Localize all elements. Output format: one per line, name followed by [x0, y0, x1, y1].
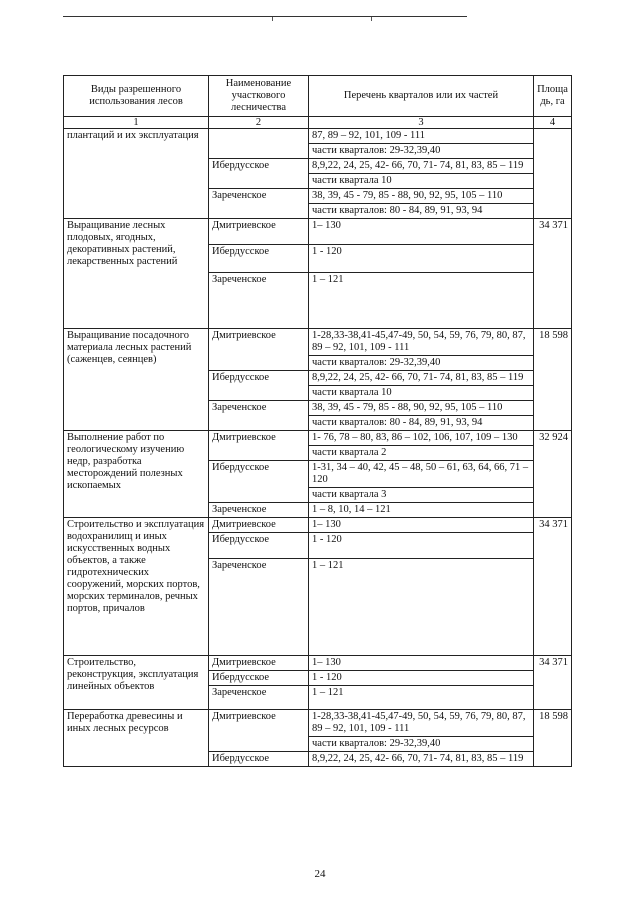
forestry-cell: Ибердусское — [209, 371, 309, 401]
forestry-cell: Ибердусское — [209, 671, 309, 686]
quarters-cell: 1– 130 — [309, 656, 534, 671]
page-number: 24 — [314, 868, 326, 880]
column-number: 1 — [64, 117, 209, 129]
quarters-cell: 1- 76, 78 – 80, 83, 86 – 102, 106, 107, 109 – 130 — [309, 431, 534, 446]
forest-use-table — [63, 75, 572, 767]
forestry-cell: Ибердусское — [209, 245, 309, 273]
quarters-part-cell: части кварталов: 29-32,39,40 — [309, 144, 534, 159]
forestry-cell: Ибердусское — [209, 461, 309, 503]
quarters-cell: 1-28,33-38,41-45,47-49, 50, 54, 59, 76, 79, 80, 87, 89 – 92, 101, 109 - 111 — [309, 710, 534, 737]
area-cell: 18 598 — [534, 710, 572, 767]
top-rule — [63, 16, 467, 17]
use-type-cell: Выращивание лесных плодовых, ягодных, декоративных растений, лекарственных растений — [64, 219, 209, 329]
use-type-cell: Строительство, реконструкция, эксплуатация линейных объектов — [64, 656, 209, 710]
column-number: 3 — [309, 117, 534, 129]
forestry-cell: Дмитриевское — [209, 656, 309, 671]
quarters-cell: 1 - 120 — [309, 245, 534, 273]
quarters-part-cell: части квартала 10 — [309, 174, 534, 189]
quarters-cell: 1 – 121 — [309, 686, 534, 710]
quarters-cell: 1– 130 — [309, 219, 534, 245]
area-cell: 34 371 — [534, 656, 572, 710]
use-type-cell: плантаций и их эксплуатация — [64, 129, 209, 219]
quarters-cell: 8,9,22, 24, 25, 42- 66, 70, 71- 74, 81, 83, 85 – 119 — [309, 371, 534, 386]
forestry-cell: Зареченское — [209, 189, 309, 219]
forestry-cell: Ибердусское — [209, 533, 309, 559]
quarters-cell: 1 - 120 — [309, 533, 534, 559]
quarters-cell: 1 – 121 — [309, 559, 534, 656]
top-rule-tick — [371, 17, 372, 21]
quarters-cell: 38, 39, 45 - 79, 85 - 88, 90, 92, 95, 105 – 110 — [309, 401, 534, 416]
forestry-cell: Ибердусское — [209, 752, 309, 767]
quarters-cell: 1-31, 34 – 40, 42, 45 – 48, 50 – 61, 63, 64, 66, 71 – 120 — [309, 461, 534, 488]
quarters-part-cell: части кварталов: 29-32,39,40 — [309, 356, 534, 371]
column-number: 2 — [209, 117, 309, 129]
forestry-cell: Дмитриевское — [209, 219, 309, 245]
area-cell: 32 924 — [534, 431, 572, 518]
forestry-cell: Зареченское — [209, 686, 309, 710]
quarters-cell: 1 – 8, 10, 14 – 121 — [309, 503, 534, 518]
header-quarters: Перечень кварталов или их частей — [309, 76, 534, 117]
quarters-part-cell: части квартала 3 — [309, 488, 534, 503]
forestry-cell: Дмитриевское — [209, 329, 309, 371]
use-type-cell: Переработка древесины и иных лесных ресурсов — [64, 710, 209, 767]
header-forestry: Наименование участкового лесничества — [209, 76, 309, 117]
quarters-part-cell: части кварталов: 80 - 84, 89, 91, 93, 94 — [309, 416, 534, 431]
area-cell: 34 371 — [534, 219, 572, 329]
forestry-cell: Ибердусское — [209, 159, 309, 189]
quarters-part-cell: части квартала 10 — [309, 386, 534, 401]
quarters-cell: 1 – 121 — [309, 273, 534, 329]
forestry-cell: Зареченское — [209, 559, 309, 656]
quarters-cell: 38, 39, 45 - 79, 85 - 88, 90, 92, 95, 105 – 110 — [309, 189, 534, 204]
quarters-cell: 87, 89 – 92, 101, 109 - 111 — [309, 129, 534, 144]
quarters-cell: 1– 130 — [309, 518, 534, 533]
quarters-cell: 1 - 120 — [309, 671, 534, 686]
header-area: Площадь, га — [534, 76, 572, 117]
quarters-part-cell: части кварталов: 80 - 84, 89, 91, 93, 94 — [309, 204, 534, 219]
quarters-part-cell: части квартала 2 — [309, 446, 534, 461]
quarters-part-cell: части кварталов: 29-32,39,40 — [309, 737, 534, 752]
forestry-cell: Зареченское — [209, 401, 309, 431]
use-type-cell: Выполнение работ по геологическому изучению недр, разработка месторождений полезных ископаемых — [64, 431, 209, 518]
quarters-cell: 8,9,22, 24, 25, 42- 66, 70, 71- 74, 81, 83, 85 – 119 — [309, 752, 534, 767]
forestry-cell: Дмитриевское — [209, 518, 309, 533]
forestry-cell: Зареченское — [209, 503, 309, 518]
top-rule-tick — [272, 17, 273, 21]
column-number: 4 — [534, 117, 572, 129]
header-use-type: Виды разрешенного использования лесов — [64, 76, 209, 117]
forestry-cell: Зареченское — [209, 273, 309, 329]
forestry-cell: Дмитриевское — [209, 710, 309, 752]
quarters-cell: 8,9,22, 24, 25, 42- 66, 70, 71- 74, 81, 83, 85 – 119 — [309, 159, 534, 174]
area-cell: 18 598 — [534, 329, 572, 431]
quarters-cell: 1-28,33-38,41-45,47-49, 50, 54, 59, 76, 79, 80, 87, 89 – 92, 101, 109 - 111 — [309, 329, 534, 356]
use-type-cell: Строительство и эксплуатация водохранилищ и иных искусственных водных объектов, а также гидротехнических сооружений, морских портов, морских терминалов, речных портов, причалов — [64, 518, 209, 656]
use-type-cell: Выращивание посадочного материала лесных растений (саженцев, сеянцев) — [64, 329, 209, 431]
forestry-cell — [209, 129, 309, 159]
forestry-cell: Дмитриевское — [209, 431, 309, 461]
area-cell: 34 371 — [534, 518, 572, 656]
area-cell — [534, 129, 572, 219]
